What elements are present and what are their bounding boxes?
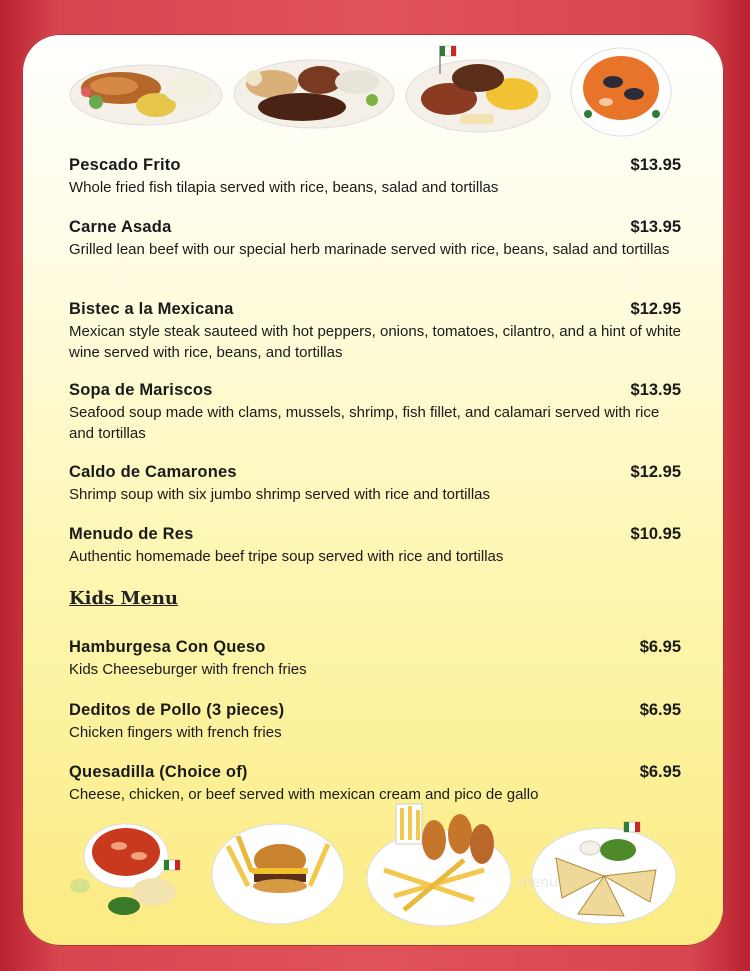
item-price: $6.95 [639, 763, 681, 781]
bistec-mexicana-plate-photo [404, 44, 552, 136]
item-description: Whole fried fish tilapia served with rice, beans, salad and tortillas [69, 179, 499, 196]
watermark: menu [518, 875, 558, 891]
chicken-fingers-plate-photo [364, 800, 514, 930]
item-description: Shrimp soup with six jumbo shrimp served with rice and tortillas [69, 486, 490, 503]
item-description: Cheese, chicken, or beef served with mexican cream and pico de gallo [69, 786, 539, 803]
item-price: $10.95 [630, 525, 681, 543]
seafood-soup-photo [568, 44, 674, 140]
item-name: Sopa de Mariscos [69, 381, 213, 399]
item-name: Carne Asada [69, 218, 172, 236]
item-description: Kids Cheeseburger with french fries [69, 661, 307, 678]
item-price: $13.95 [630, 381, 681, 399]
item-description: Chicken fingers with french fries [69, 724, 282, 741]
item-name: Hamburgesa Con Queso [69, 638, 266, 656]
item-name: Caldo de Camarones [69, 463, 237, 481]
item-name: Quesadilla (Choice of) [69, 763, 248, 781]
item-description: Mexican style steak sauteed with hot peppers, onions, tomatoes, cilantro, and a hint of white wine served with rice, beans, and tortillas [69, 323, 682, 361]
item-description: Authentic homemade beef tripe soup served with rice and tortillas [69, 548, 504, 565]
carne-asada-plate-photo [232, 52, 397, 132]
item-price: $6.95 [639, 638, 681, 656]
item-price: $12.95 [630, 463, 681, 481]
item-name: Pescado Frito [69, 156, 181, 174]
item-price: $13.95 [630, 218, 681, 236]
item-price: $13.95 [630, 156, 681, 174]
quesadilla-plate-photo [528, 818, 678, 928]
item-price: $6.95 [639, 701, 681, 719]
item-description: Seafood soup made with clams, mussels, shrimp, fish fillet, and calamari served with rice and tortillas [69, 404, 660, 442]
item-name: Menudo de Res [69, 525, 194, 543]
fried-fish-plate-photo [66, 50, 226, 130]
item-name: Deditos de Pollo (3 pieces) [69, 701, 285, 719]
item-price: $12.95 [630, 300, 681, 318]
kids-menu-heading: Kids Menu [69, 588, 179, 609]
caldo-bowl-photo [64, 814, 194, 924]
item-description: Grilled lean beef with our special herb marinade served with rice, beans, salad and tortillas [69, 241, 670, 258]
cheeseburger-plate-photo [208, 816, 348, 928]
item-name: Bistec a la Mexicana [69, 300, 234, 318]
